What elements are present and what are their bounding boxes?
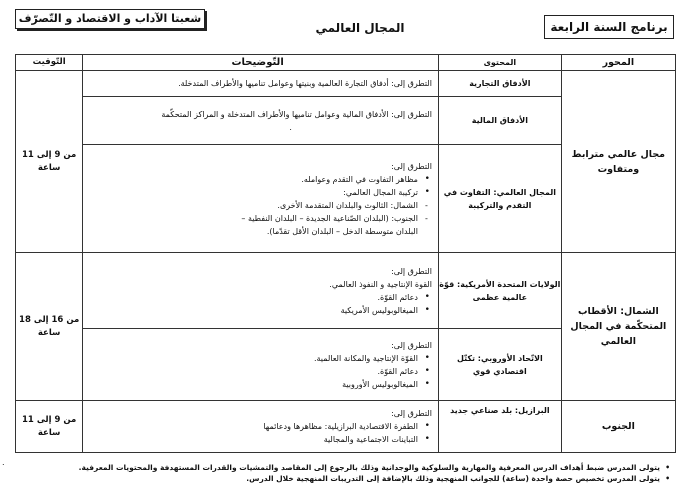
- content-cell: المجال العالمي: التفاوت في التقدم والتركيبة: [438, 145, 561, 253]
- axis-cell: مجال عالمي مترابط ومتفاوت: [561, 71, 675, 253]
- content-cell: البرازيل: بلد صناعي جديد: [438, 401, 561, 453]
- bullet-item: • تركيبة المجال العالمي:: [83, 186, 432, 199]
- explanation-line: .: [289, 122, 292, 132]
- explanation-line: القوة الإنتاجية و النفوذ العالمي.: [329, 279, 432, 289]
- table-row: [16, 71, 676, 97]
- explanation-cell: [83, 97, 439, 145]
- dash-item: - الجنوب: (البلدان الصّناعية الجديدة – البلدان النفطية –: [83, 212, 432, 225]
- table-header-row: [16, 55, 676, 71]
- timing-cell: من 9 إلى 11 ساعة: [16, 71, 83, 253]
- bullet-item: • دعائم القوّة.: [83, 365, 432, 378]
- explanation-cell: [83, 329, 439, 401]
- explanation-cell: [83, 401, 439, 453]
- explanation-cell: [83, 253, 439, 329]
- bullet-item: • الطفرة الاقتصادية البرازيلية: مظاهرها ودعائمها: [83, 420, 432, 433]
- content-cell: الاتّحاد الأوروبي: تكتّل اقتصادي قوي: [438, 329, 561, 401]
- table-row: [16, 253, 676, 329]
- bullet-item: • مظاهر التفاوت في التقدم وعوامله.: [83, 173, 432, 186]
- bullet-item: • الميغالوبوليس الأوروبية: [83, 378, 432, 391]
- header-timing: التّوقيت: [16, 55, 83, 71]
- header-explanations: التّوضيحات: [83, 55, 439, 71]
- edge-mark: .: [2, 458, 5, 467]
- explanation-line: التطرق إلى: أدفاق التجارة العالمية وبنيتها وعوامل تناميها والأطراف المتدخلة.: [178, 79, 432, 88]
- explanation-cell: [83, 71, 439, 97]
- dash-item-continuation: البلدان متوسطة الدخل – البلدان الأقل تقدّما).: [266, 226, 418, 236]
- header-axis: المحور: [561, 55, 675, 71]
- content-cell: الأدفاق المالية: [438, 97, 561, 145]
- content-cell: الولايات المتحدة الأمريكية: قوّة عالمية عظمى: [438, 253, 561, 329]
- timing-cell: من 16 إلى 18 ساعة: [16, 253, 83, 401]
- dash-item: - الشمال: الثالوث والبلدان المتقدمة الأخرى.: [83, 199, 432, 212]
- program-table: [15, 54, 676, 453]
- note-item: • يتولى المدرس تخصيص حصة واحدة (ساعة) للجوانب المنهجية وذلك بالإضافة إلى التدريبات المنهجية خلال الدرس.: [12, 473, 672, 484]
- explanation-intro: التطرق إلى:: [391, 161, 432, 171]
- explanation-intro: التطرق إلى:: [391, 340, 432, 350]
- bullet-item: • القوّة الإنتاجية والمكانة العالمية.: [83, 352, 432, 365]
- section-title: المجال العالمي: [315, 21, 405, 35]
- timing-cell: من 9 إلى 11 ساعة: [16, 401, 83, 453]
- streams-label: شعبتا الآداب و الاقتصاد و التّصرّف: [15, 9, 205, 29]
- header-content: المحتوى: [438, 55, 561, 71]
- content-cell: الأدفاق التجارية: [438, 71, 561, 97]
- note-item: • يتولى المدرس ضبط أهداف الدرس المعرفية والمهارية والسلوكية والوجدانية وذلك بالرجوع إلى المقاصد والتمشيات والقدرات المستهدفة والمحتويات المعرفية.: [12, 462, 672, 473]
- explanation-line: التطرق إلى: الأدفاق المالية وعوامل تناميها والأطراف المتدخلة و المراكز المتحكّمة: [161, 109, 432, 119]
- explanation-intro: التطرق إلى:: [391, 409, 432, 418]
- axis-cell: الجنوب: [561, 401, 675, 453]
- bullet-item: • الميغالوبوليس الأمريكية: [83, 304, 432, 317]
- table-row: [16, 401, 676, 453]
- explanation-cell: [83, 145, 439, 253]
- axis-cell: الشمال: الأقطاب المتحكّمة في المجال العالمي: [561, 253, 675, 401]
- notes: [12, 462, 672, 484]
- bullet-item: • التباينات الاجتماعية والمجالية: [83, 433, 432, 446]
- bullet-item: • دعائم القوّة.: [83, 291, 432, 304]
- explanation-intro: التطرق إلى:: [391, 266, 432, 276]
- program-title: برنامج السنة الرابعة: [544, 15, 674, 39]
